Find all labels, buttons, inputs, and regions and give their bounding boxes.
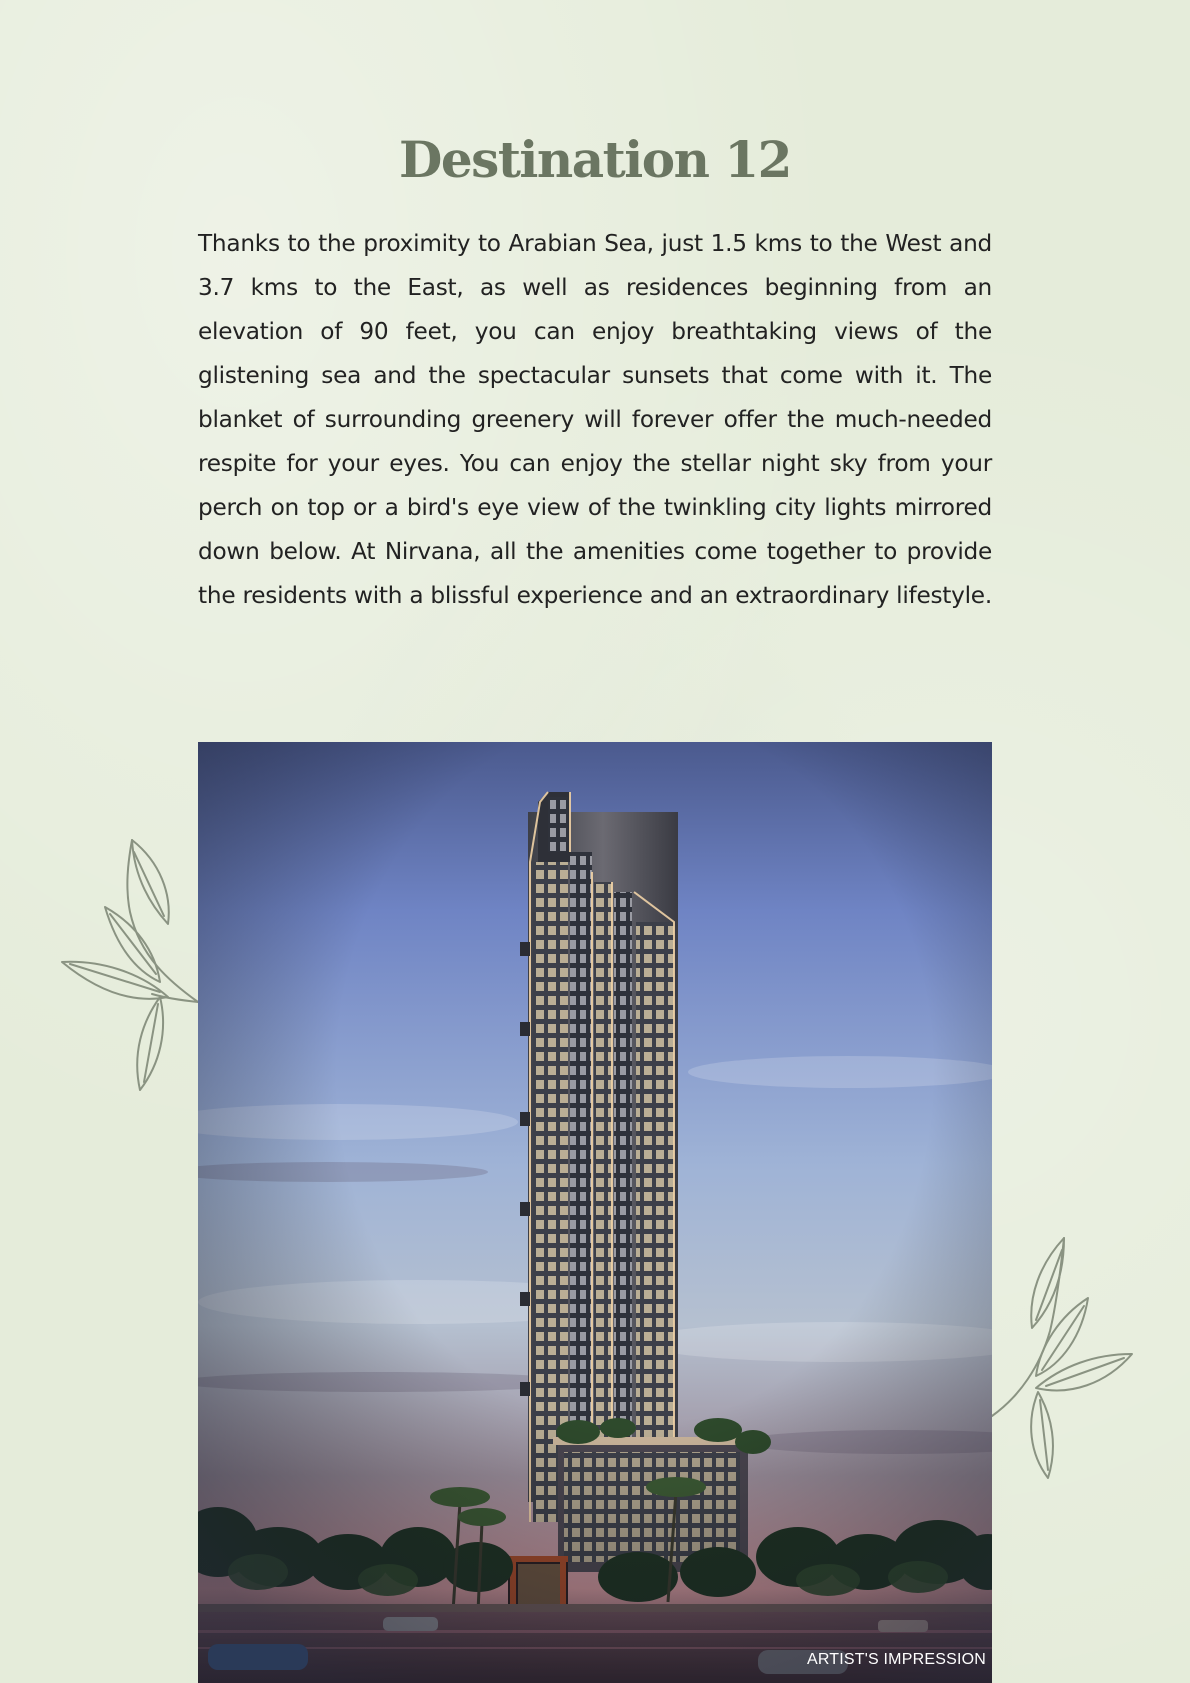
- leaf-sprig-right-icon: [990, 1236, 1135, 1481]
- tower-rendering-image: [198, 742, 992, 1683]
- intro-paragraph: Thanks to the proximity to Arabian Sea, just 1.5 kms to the West and 3.7 kms to the East, as well as residences beginning from an elevation of 90 feet, you can enjoy breathtaking views of the glistening sea and the spectacular sunsets that come with it. The blanket of surrounding greenery will forever offer the much-needed respite for your eyes. You can enjoy the stellar night sky from your perch on top or a bird's eye view of the twinkling city lights mirrored down below. At Nirvana, all the amenities come together to provide the residents with a blissful experience and an extraordinary lifestyle.: [198, 230, 992, 609]
- tower-rendering-illustration: [198, 742, 992, 1683]
- image-caption: ARTIST'S IMPRESSION: [806, 1651, 986, 1668]
- page-title: Destination 12: [399, 130, 791, 189]
- leaf-sprig-left-icon: [60, 832, 205, 1097]
